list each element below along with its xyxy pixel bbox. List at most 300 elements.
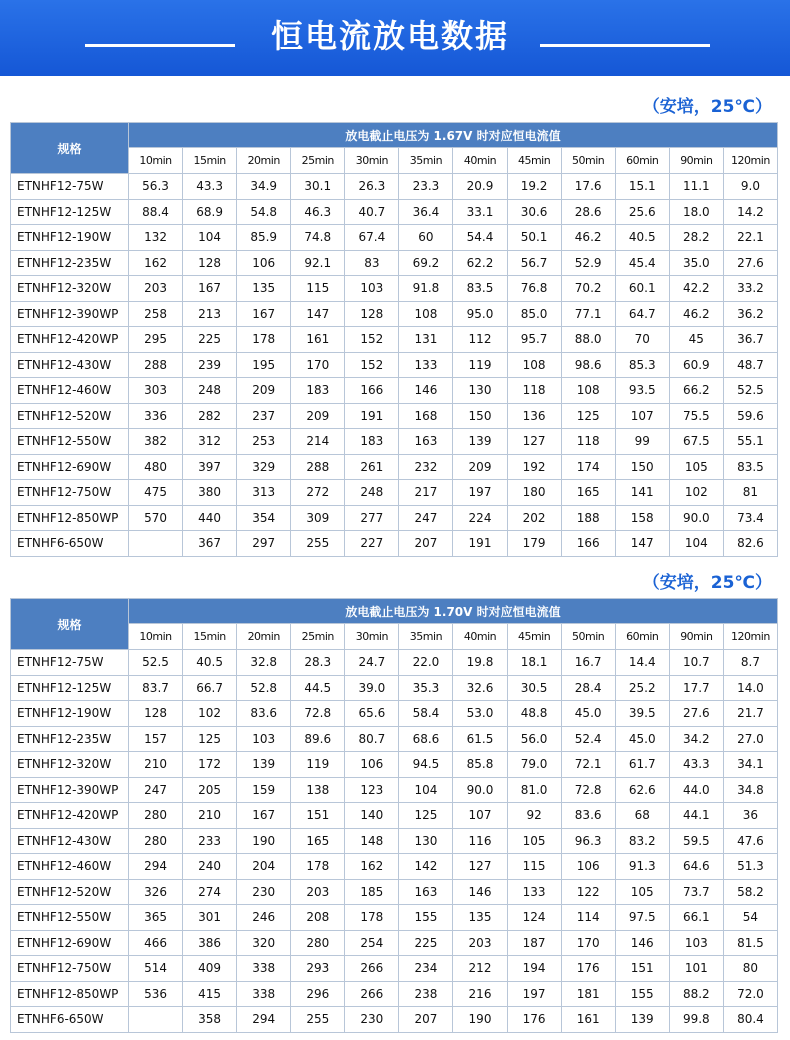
value-cell: 85.8 — [453, 752, 507, 778]
value-cell: 119 — [453, 352, 507, 378]
value-cell: 40.5 — [615, 225, 669, 251]
value-cell: 157 — [129, 726, 183, 752]
time-header-cell: 45min — [507, 148, 561, 174]
value-cell: 146 — [399, 378, 453, 404]
time-header-cell: 60min — [615, 148, 669, 174]
value-cell: 28.2 — [669, 225, 723, 251]
table-row — [11, 250, 778, 276]
value-cell: 230 — [237, 879, 291, 905]
value-cell: 101 — [669, 956, 723, 982]
value-cell: 59.5 — [669, 828, 723, 854]
model-cell: ETNHF6-650W — [11, 1007, 129, 1033]
value-cell: 105 — [615, 879, 669, 905]
value-cell: 312 — [183, 429, 237, 455]
value-cell: 73.4 — [723, 505, 777, 531]
value-cell: 295 — [129, 327, 183, 353]
table-row — [11, 301, 778, 327]
discharge-table-2 — [10, 598, 778, 1033]
value-cell: 161 — [561, 1007, 615, 1033]
model-cell: ETNHF12-75W — [11, 174, 129, 200]
table-title: 放电截止电压为 1.70V 时对应恒电流值 — [129, 599, 778, 624]
value-cell: 56.7 — [507, 250, 561, 276]
value-cell: 288 — [291, 454, 345, 480]
value-cell: 14.2 — [723, 199, 777, 225]
value-cell: 43.3 — [183, 174, 237, 200]
value-cell: 36.7 — [723, 327, 777, 353]
value-cell: 119 — [291, 752, 345, 778]
banner-right-rule — [540, 44, 710, 47]
value-cell: 34.1 — [723, 752, 777, 778]
value-cell: 237 — [237, 403, 291, 429]
value-cell: 230 — [345, 1007, 399, 1033]
value-cell: 61.7 — [615, 752, 669, 778]
value-cell: 103 — [345, 276, 399, 302]
value-cell: 11.1 — [669, 174, 723, 200]
banner-left-rule — [85, 44, 235, 47]
value-cell: 409 — [183, 956, 237, 982]
value-cell: 178 — [237, 327, 291, 353]
value-cell: 52.9 — [561, 250, 615, 276]
table-row — [11, 1007, 778, 1033]
model-cell: ETNHF12-850WP — [11, 981, 129, 1007]
time-header-cell: 15min — [183, 624, 237, 650]
table-header-row — [11, 599, 778, 624]
value-cell: 30.5 — [507, 675, 561, 701]
value-cell: 43.3 — [669, 752, 723, 778]
table-title: 放电截止电压为 1.67V 时对应恒电流值 — [129, 123, 778, 148]
table-row — [11, 675, 778, 701]
model-cell: ETNHF12-460W — [11, 378, 129, 404]
value-cell: 73.7 — [669, 879, 723, 905]
value-cell: 19.2 — [507, 174, 561, 200]
value-cell: 72.0 — [723, 981, 777, 1007]
value-cell: 133 — [507, 879, 561, 905]
value-cell: 48.7 — [723, 352, 777, 378]
value-cell: 367 — [183, 531, 237, 557]
value-cell: 128 — [129, 701, 183, 727]
value-cell: 163 — [399, 429, 453, 455]
value-cell: 20.9 — [453, 174, 507, 200]
value-cell: 191 — [345, 403, 399, 429]
value-cell: 338 — [237, 981, 291, 1007]
value-cell: 106 — [345, 752, 399, 778]
value-cell: 72.1 — [561, 752, 615, 778]
value-cell: 258 — [129, 301, 183, 327]
value-cell: 217 — [399, 480, 453, 506]
value-cell: 139 — [237, 752, 291, 778]
model-cell: ETNHF12-125W — [11, 199, 129, 225]
value-cell: 25.2 — [615, 675, 669, 701]
value-cell: 225 — [183, 327, 237, 353]
model-cell: ETNHF12-235W — [11, 250, 129, 276]
value-cell: 255 — [291, 1007, 345, 1033]
model-cell: ETNHF12-520W — [11, 879, 129, 905]
value-cell: 52.5 — [723, 378, 777, 404]
value-cell: 50.1 — [507, 225, 561, 251]
model-cell: ETNHF12-750W — [11, 480, 129, 506]
value-cell: 570 — [129, 505, 183, 531]
value-cell: 44.5 — [291, 675, 345, 701]
table-row — [11, 327, 778, 353]
value-cell: 280 — [129, 803, 183, 829]
table-row — [11, 752, 778, 778]
value-cell: 135 — [453, 905, 507, 931]
time-header-cell: 25min — [291, 624, 345, 650]
table-row — [11, 174, 778, 200]
value-cell: 466 — [129, 930, 183, 956]
model-cell: ETNHF12-190W — [11, 225, 129, 251]
table-row — [11, 505, 778, 531]
value-cell — [129, 1007, 183, 1033]
value-cell: 83.5 — [453, 276, 507, 302]
value-cell: 62.2 — [453, 250, 507, 276]
table-row — [11, 930, 778, 956]
value-cell: 185 — [345, 879, 399, 905]
value-cell: 91.3 — [615, 854, 669, 880]
value-cell: 133 — [399, 352, 453, 378]
table-row — [11, 199, 778, 225]
value-cell: 96.3 — [561, 828, 615, 854]
value-cell: 80.7 — [345, 726, 399, 752]
model-cell: ETNHF12-550W — [11, 905, 129, 931]
table-row — [11, 905, 778, 931]
value-cell: 95.7 — [507, 327, 561, 353]
value-cell: 55.1 — [723, 429, 777, 455]
value-cell: 28.6 — [561, 199, 615, 225]
time-header-cell: 120min — [723, 624, 777, 650]
value-cell: 440 — [183, 505, 237, 531]
value-cell: 85.0 — [507, 301, 561, 327]
value-cell: 203 — [453, 930, 507, 956]
value-cell: 147 — [615, 531, 669, 557]
value-cell: 89.6 — [291, 726, 345, 752]
value-cell: 161 — [291, 327, 345, 353]
value-cell: 25.6 — [615, 199, 669, 225]
value-cell: 66.7 — [183, 675, 237, 701]
value-cell: 34.9 — [237, 174, 291, 200]
value-cell: 480 — [129, 454, 183, 480]
value-cell: 83 — [345, 250, 399, 276]
value-cell: 125 — [561, 403, 615, 429]
value-cell: 213 — [183, 301, 237, 327]
value-cell: 59.6 — [723, 403, 777, 429]
value-cell: 158 — [615, 505, 669, 531]
value-cell: 238 — [399, 981, 453, 1007]
model-cell: ETNHF6-650W — [11, 531, 129, 557]
value-cell: 277 — [345, 505, 399, 531]
value-cell: 27.6 — [723, 250, 777, 276]
time-header-cell: 25min — [291, 148, 345, 174]
discharge-table-1 — [10, 122, 778, 557]
value-cell: 210 — [183, 803, 237, 829]
value-cell: 74.8 — [291, 225, 345, 251]
value-cell: 187 — [507, 930, 561, 956]
value-cell: 197 — [507, 981, 561, 1007]
value-cell: 72.8 — [561, 777, 615, 803]
value-cell: 176 — [507, 1007, 561, 1033]
value-cell: 45 — [669, 327, 723, 353]
value-cell: 19.8 — [453, 650, 507, 676]
time-header-cell: 40min — [453, 624, 507, 650]
value-cell: 190 — [453, 1007, 507, 1033]
value-cell: 165 — [291, 828, 345, 854]
time-header-cell: 50min — [561, 148, 615, 174]
value-cell: 61.5 — [453, 726, 507, 752]
value-cell: 83.6 — [237, 701, 291, 727]
model-cell: ETNHF12-125W — [11, 675, 129, 701]
value-cell: 123 — [345, 777, 399, 803]
value-cell: 146 — [453, 879, 507, 905]
value-cell: 151 — [615, 956, 669, 982]
value-cell: 45.4 — [615, 250, 669, 276]
value-cell: 39.0 — [345, 675, 399, 701]
value-cell: 90.0 — [669, 505, 723, 531]
value-cell: 28.3 — [291, 650, 345, 676]
value-cell: 108 — [561, 378, 615, 404]
value-cell: 118 — [507, 378, 561, 404]
value-cell: 170 — [561, 930, 615, 956]
value-cell: 17.6 — [561, 174, 615, 200]
value-cell: 162 — [129, 250, 183, 276]
table-row — [11, 531, 778, 557]
value-cell: 303 — [129, 378, 183, 404]
table-header-row — [11, 123, 778, 148]
value-cell: 124 — [507, 905, 561, 931]
value-cell: 52.4 — [561, 726, 615, 752]
model-cell: ETNHF12-850WP — [11, 505, 129, 531]
value-cell: 22.0 — [399, 650, 453, 676]
value-cell: 88.0 — [561, 327, 615, 353]
value-cell: 147 — [291, 301, 345, 327]
value-cell: 167 — [237, 301, 291, 327]
value-cell: 115 — [291, 276, 345, 302]
value-cell: 85.3 — [615, 352, 669, 378]
value-cell: 46.2 — [669, 301, 723, 327]
time-header-cell: 10min — [129, 624, 183, 650]
value-cell: 246 — [237, 905, 291, 931]
model-cell: ETNHF12-550W — [11, 429, 129, 455]
value-cell: 112 — [453, 327, 507, 353]
value-cell: 80 — [723, 956, 777, 982]
value-cell: 247 — [399, 505, 453, 531]
value-cell: 36.4 — [399, 199, 453, 225]
value-cell: 40.5 — [183, 650, 237, 676]
value-cell: 44.1 — [669, 803, 723, 829]
value-cell: 130 — [453, 378, 507, 404]
value-cell: 248 — [345, 480, 399, 506]
value-cell: 254 — [345, 930, 399, 956]
value-cell: 365 — [129, 905, 183, 931]
value-cell: 125 — [183, 726, 237, 752]
value-cell: 159 — [237, 777, 291, 803]
value-cell: 301 — [183, 905, 237, 931]
value-cell: 104 — [669, 531, 723, 557]
value-cell: 108 — [507, 352, 561, 378]
value-cell: 233 — [183, 828, 237, 854]
value-cell: 68.6 — [399, 726, 453, 752]
value-cell: 127 — [453, 854, 507, 880]
value-cell: 205 — [183, 777, 237, 803]
value-cell: 536 — [129, 981, 183, 1007]
value-cell: 150 — [453, 403, 507, 429]
value-cell: 47.6 — [723, 828, 777, 854]
value-cell: 83.6 — [561, 803, 615, 829]
value-cell: 166 — [561, 531, 615, 557]
value-cell: 397 — [183, 454, 237, 480]
value-cell: 8.7 — [723, 650, 777, 676]
value-cell: 139 — [615, 1007, 669, 1033]
value-cell: 151 — [291, 803, 345, 829]
table-row — [11, 454, 778, 480]
value-cell: 60.9 — [669, 352, 723, 378]
value-cell: 155 — [615, 981, 669, 1007]
value-cell: 36.2 — [723, 301, 777, 327]
time-header-cell: 15min — [183, 148, 237, 174]
value-cell: 27.6 — [669, 701, 723, 727]
value-cell: 163 — [399, 879, 453, 905]
table-row — [11, 777, 778, 803]
model-cell: ETNHF12-420WP — [11, 327, 129, 353]
value-cell: 105 — [669, 454, 723, 480]
value-cell: 216 — [453, 981, 507, 1007]
value-cell: 188 — [561, 505, 615, 531]
value-cell: 46.2 — [561, 225, 615, 251]
spec-header: 规格 — [11, 599, 129, 650]
table-row — [11, 225, 778, 251]
value-cell: 27.0 — [723, 726, 777, 752]
value-cell: 17.7 — [669, 675, 723, 701]
value-cell: 225 — [399, 930, 453, 956]
value-cell: 309 — [291, 505, 345, 531]
value-cell: 15.1 — [615, 174, 669, 200]
value-cell: 131 — [399, 327, 453, 353]
model-cell: ETNHF12-390WP — [11, 301, 129, 327]
value-cell: 75.5 — [669, 403, 723, 429]
value-cell: 92.1 — [291, 250, 345, 276]
value-cell: 14.0 — [723, 675, 777, 701]
value-cell: 107 — [453, 803, 507, 829]
value-cell: 125 — [399, 803, 453, 829]
time-header-cell: 90min — [669, 148, 723, 174]
model-cell: ETNHF12-750W — [11, 956, 129, 982]
value-cell: 102 — [669, 480, 723, 506]
value-cell: 81.0 — [507, 777, 561, 803]
time-header-cell: 45min — [507, 624, 561, 650]
value-cell: 294 — [237, 1007, 291, 1033]
value-cell: 165 — [561, 480, 615, 506]
value-cell: 23.3 — [399, 174, 453, 200]
value-cell: 106 — [237, 250, 291, 276]
value-cell: 338 — [237, 956, 291, 982]
table-row — [11, 276, 778, 302]
value-cell: 77.1 — [561, 301, 615, 327]
value-cell: 146 — [615, 930, 669, 956]
value-cell: 162 — [345, 854, 399, 880]
value-cell: 136 — [507, 403, 561, 429]
value-cell: 83.2 — [615, 828, 669, 854]
value-cell: 53.0 — [453, 701, 507, 727]
value-cell: 65.6 — [345, 701, 399, 727]
value-cell: 33.1 — [453, 199, 507, 225]
time-header-cell: 10min — [129, 148, 183, 174]
value-cell: 64.6 — [669, 854, 723, 880]
value-cell: 116 — [453, 828, 507, 854]
value-cell: 282 — [183, 403, 237, 429]
value-cell: 16.7 — [561, 650, 615, 676]
unit-note-1: （安培，25℃） — [642, 97, 772, 117]
value-cell: 103 — [669, 930, 723, 956]
value-cell: 66.1 — [669, 905, 723, 931]
value-cell: 207 — [399, 1007, 453, 1033]
model-cell: ETNHF12-390WP — [11, 777, 129, 803]
value-cell: 58.2 — [723, 879, 777, 905]
value-cell: 297 — [237, 531, 291, 557]
value-cell: 386 — [183, 930, 237, 956]
value-cell: 255 — [291, 531, 345, 557]
value-cell: 106 — [561, 854, 615, 880]
value-cell: 130 — [399, 828, 453, 854]
value-cell: 85.9 — [237, 225, 291, 251]
model-cell: ETNHF12-690W — [11, 454, 129, 480]
model-cell: ETNHF12-320W — [11, 276, 129, 302]
value-cell: 288 — [129, 352, 183, 378]
table-row — [11, 726, 778, 752]
value-cell: 95.0 — [453, 301, 507, 327]
page-title: 恒电流放电数据 — [270, 17, 509, 55]
value-cell: 76.8 — [507, 276, 561, 302]
table-row — [11, 701, 778, 727]
value-cell: 104 — [183, 225, 237, 251]
value-cell: 224 — [453, 505, 507, 531]
value-cell: 44.0 — [669, 777, 723, 803]
value-cell: 191 — [453, 531, 507, 557]
value-cell: 115 — [507, 854, 561, 880]
table-row — [11, 378, 778, 404]
table-row — [11, 828, 778, 854]
value-cell: 209 — [291, 403, 345, 429]
model-cell: ETNHF12-430W — [11, 828, 129, 854]
value-cell: 294 — [129, 854, 183, 880]
value-cell: 68 — [615, 803, 669, 829]
table-row — [11, 879, 778, 905]
value-cell: 54.4 — [453, 225, 507, 251]
value-cell: 34.8 — [723, 777, 777, 803]
value-cell: 105 — [507, 828, 561, 854]
value-cell: 202 — [507, 505, 561, 531]
unit-note-2: （安培，25℃） — [642, 573, 772, 593]
table-row — [11, 403, 778, 429]
value-cell: 227 — [345, 531, 399, 557]
value-cell: 214 — [291, 429, 345, 455]
value-cell: 280 — [291, 930, 345, 956]
time-header-cell: 120min — [723, 148, 777, 174]
value-cell: 14.4 — [615, 650, 669, 676]
value-cell: 45.0 — [561, 701, 615, 727]
value-cell: 178 — [345, 905, 399, 931]
value-cell: 88.2 — [669, 981, 723, 1007]
value-cell: 179 — [507, 531, 561, 557]
value-cell: 194 — [507, 956, 561, 982]
value-cell: 195 — [237, 352, 291, 378]
value-cell: 66.2 — [669, 378, 723, 404]
value-cell: 514 — [129, 956, 183, 982]
value-cell: 72.8 — [291, 701, 345, 727]
value-cell: 139 — [453, 429, 507, 455]
value-cell: 358 — [183, 1007, 237, 1033]
value-cell: 247 — [129, 777, 183, 803]
time-header-cell: 60min — [615, 624, 669, 650]
value-cell: 209 — [453, 454, 507, 480]
